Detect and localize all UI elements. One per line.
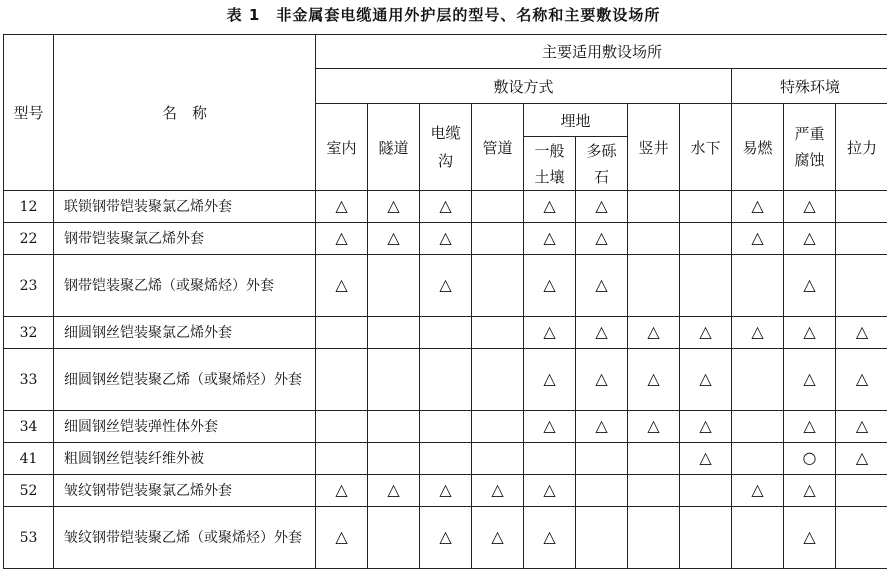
table-row — [4, 191, 887, 223]
row-mark-cell — [836, 443, 887, 475]
row-mark-cell — [524, 349, 576, 411]
triangle-mark: △ — [387, 480, 400, 499]
row-mark-cell — [420, 443, 472, 475]
row-mark-cell — [732, 223, 784, 255]
triangle-mark: △ — [543, 416, 556, 435]
triangle-mark: △ — [439, 196, 452, 215]
row-mark-cell — [472, 191, 524, 223]
row-mark-cell — [420, 507, 472, 569]
header-tension: 拉力 — [836, 104, 887, 191]
row-mark-cell — [368, 411, 420, 443]
row-mark-cell — [368, 475, 420, 507]
triangle-mark: △ — [751, 322, 764, 341]
header-gravel — [576, 137, 628, 191]
triangle-mark: △ — [803, 480, 816, 499]
table-body — [4, 191, 887, 569]
header-special-environment: 特殊环境 — [732, 69, 887, 104]
row-mark-cell — [680, 317, 732, 349]
table-row — [4, 411, 887, 443]
triangle-mark: △ — [803, 416, 816, 435]
row-code: 52 — [4, 475, 54, 507]
row-mark-cell — [732, 317, 784, 349]
row-mark-cell — [576, 223, 628, 255]
row-mark-cell — [576, 475, 628, 507]
row-mark-cell — [732, 411, 784, 443]
row-mark-cell — [576, 349, 628, 411]
triangle-mark: △ — [647, 322, 660, 341]
row-mark-cell — [732, 349, 784, 411]
row-name: 细圆钢丝铠装聚乙烯（或聚烯烃）外套 — [54, 349, 316, 411]
row-mark-cell — [576, 411, 628, 443]
table-row — [4, 443, 887, 475]
row-mark-cell — [316, 191, 368, 223]
header-main-scenarios: 主要适用敷设场所 — [316, 35, 887, 69]
row-mark-cell — [472, 255, 524, 317]
triangle-mark: △ — [855, 322, 869, 341]
row-mark-cell — [628, 191, 680, 223]
table-row — [4, 317, 887, 349]
triangle-mark: △ — [699, 369, 712, 388]
row-mark-cell — [368, 443, 420, 475]
header-flammable: 易燃 — [732, 104, 784, 191]
header-gravel-text: 多砾石 — [586, 141, 617, 186]
row-mark-cell — [680, 349, 732, 411]
header-indoor: 室内 — [316, 104, 368, 191]
triangle-mark: △ — [647, 369, 660, 388]
row-mark-cell — [316, 223, 368, 255]
row-code: 53 — [4, 507, 54, 569]
row-mark-cell — [524, 223, 576, 255]
row-mark-cell — [836, 255, 887, 317]
row-mark-cell — [836, 317, 887, 349]
row-mark-cell — [836, 223, 887, 255]
triangle-mark: △ — [335, 196, 348, 215]
triangle-mark: △ — [439, 228, 452, 247]
row-mark-cell — [784, 443, 836, 475]
row-mark-cell — [628, 255, 680, 317]
triangle-mark: △ — [803, 196, 816, 215]
triangle-mark: △ — [387, 196, 400, 215]
row-mark-cell — [576, 507, 628, 569]
row-mark-cell — [368, 223, 420, 255]
row-mark-cell — [368, 255, 420, 317]
row-mark-cell — [316, 507, 368, 569]
row-mark-cell — [524, 507, 576, 569]
triangle-mark: △ — [647, 416, 660, 435]
row-mark-cell — [784, 191, 836, 223]
header-cable-trench — [420, 104, 472, 191]
triangle-mark: △ — [803, 228, 816, 247]
triangle-mark: △ — [543, 196, 556, 215]
row-mark-cell — [316, 349, 368, 411]
row-mark-cell — [732, 507, 784, 569]
row-mark-cell — [576, 191, 628, 223]
triangle-mark: △ — [335, 228, 348, 247]
row-mark-cell — [628, 443, 680, 475]
row-mark-cell — [524, 411, 576, 443]
header-burial: 埋地 — [524, 104, 628, 137]
header-ordinary-soil-text: 一般土壤 — [534, 141, 565, 186]
row-code: 33 — [4, 349, 54, 411]
row-mark-cell — [472, 223, 524, 255]
table-row — [4, 223, 887, 255]
row-mark-cell — [576, 317, 628, 349]
circle-mark: ○ — [802, 448, 817, 467]
row-code: 12 — [4, 191, 54, 223]
row-name: 细圆钢丝铠装聚氯乙烯外套 — [54, 317, 316, 349]
row-code: 32 — [4, 317, 54, 349]
row-name: 细圆钢丝铠装弹性体外套 — [54, 411, 316, 443]
triangle-mark: △ — [543, 322, 556, 341]
row-mark-cell — [524, 443, 576, 475]
row-mark-cell — [524, 255, 576, 317]
row-name: 粗圆钢丝铠装纤维外被 — [54, 443, 316, 475]
header-ordinary-soil — [524, 137, 576, 191]
row-mark-cell — [420, 411, 472, 443]
row-mark-cell — [680, 507, 732, 569]
row-mark-cell — [784, 317, 836, 349]
row-mark-cell — [784, 411, 836, 443]
row-mark-cell — [316, 475, 368, 507]
row-mark-cell — [524, 317, 576, 349]
triangle-mark: △ — [595, 275, 608, 294]
row-mark-cell — [680, 191, 732, 223]
row-mark-cell — [680, 475, 732, 507]
row-mark-cell — [316, 411, 368, 443]
row-mark-cell — [680, 255, 732, 317]
table-title: 表 1 非金属套电缆通用外护层的型号、名称和主要敷设场所 — [226, 6, 661, 24]
row-mark-cell — [732, 255, 784, 317]
table-row — [4, 255, 887, 317]
row-mark-cell — [420, 349, 472, 411]
row-mark-cell — [576, 443, 628, 475]
row-mark-cell — [420, 191, 472, 223]
row-mark-cell — [732, 475, 784, 507]
row-mark-cell — [732, 443, 784, 475]
row-mark-cell — [472, 507, 524, 569]
row-code: 23 — [4, 255, 54, 317]
row-name: 皱纹钢带铠装聚乙烯（或聚烯烃）外套 — [54, 507, 316, 569]
triangle-mark: △ — [803, 322, 816, 341]
triangle-mark: △ — [439, 527, 452, 546]
row-mark-cell — [784, 475, 836, 507]
row-mark-cell — [472, 411, 524, 443]
table-row — [4, 475, 887, 507]
row-mark-cell — [316, 255, 368, 317]
row-mark-cell — [680, 411, 732, 443]
triangle-mark: △ — [387, 228, 400, 247]
triangle-mark: △ — [335, 527, 348, 546]
triangle-mark: △ — [595, 322, 608, 341]
row-mark-cell — [472, 475, 524, 507]
row-mark-cell — [784, 349, 836, 411]
triangle-mark: △ — [595, 416, 608, 435]
row-mark-cell — [680, 223, 732, 255]
triangle-mark: △ — [439, 275, 452, 294]
row-mark-cell — [836, 411, 887, 443]
header-code: 型号 — [4, 35, 54, 191]
row-name: 皱纹钢带铠装聚氯乙烯外套 — [54, 475, 316, 507]
row-name: 联锁钢带铠装聚氯乙烯外套 — [54, 191, 316, 223]
triangle-mark: △ — [439, 480, 452, 499]
row-mark-cell — [836, 349, 887, 411]
header-cable-trench-text: 电缆沟 — [430, 124, 461, 170]
row-name: 钢带铠装聚氯乙烯外套 — [54, 223, 316, 255]
triangle-mark: △ — [855, 369, 869, 388]
header-laying-method: 敷设方式 — [316, 69, 732, 104]
row-mark-cell — [628, 475, 680, 507]
row-mark-cell — [628, 349, 680, 411]
row-code: 34 — [4, 411, 54, 443]
row-mark-cell — [472, 317, 524, 349]
row-mark-cell — [472, 443, 524, 475]
row-mark-cell — [420, 475, 472, 507]
row-name: 钢带铠装聚乙烯（或聚烯烃）外套 — [54, 255, 316, 317]
triangle-mark: △ — [855, 416, 869, 435]
header-name: 名 称 — [54, 35, 316, 191]
row-mark-cell — [836, 191, 887, 223]
row-mark-cell — [368, 317, 420, 349]
header-underwater: 水下 — [680, 104, 732, 191]
row-mark-cell — [472, 349, 524, 411]
triangle-mark: △ — [335, 480, 348, 499]
row-mark-cell — [420, 317, 472, 349]
table-row — [4, 507, 887, 569]
triangle-mark: △ — [595, 369, 608, 388]
triangle-mark: △ — [751, 196, 764, 215]
row-mark-cell — [368, 191, 420, 223]
triangle-mark: △ — [699, 448, 712, 467]
row-mark-cell — [628, 223, 680, 255]
header-pipe: 管道 — [472, 104, 524, 191]
header-shaft: 竖井 — [628, 104, 680, 191]
row-mark-cell — [628, 507, 680, 569]
row-mark-cell — [628, 317, 680, 349]
row-mark-cell — [576, 255, 628, 317]
triangle-mark: △ — [751, 480, 764, 499]
row-mark-cell — [784, 507, 836, 569]
triangle-mark: △ — [751, 228, 764, 247]
row-mark-cell — [316, 443, 368, 475]
row-mark-cell — [316, 317, 368, 349]
triangle-mark: △ — [699, 322, 712, 341]
row-mark-cell — [784, 223, 836, 255]
row-code: 41 — [4, 443, 54, 475]
row-mark-cell — [368, 349, 420, 411]
row-mark-cell — [628, 411, 680, 443]
triangle-mark: △ — [543, 527, 556, 546]
triangle-mark: △ — [543, 228, 556, 247]
row-mark-cell — [368, 507, 420, 569]
triangle-mark: △ — [595, 196, 608, 215]
triangle-mark: △ — [803, 275, 816, 294]
row-mark-cell — [732, 191, 784, 223]
row-mark-cell — [524, 191, 576, 223]
row-mark-cell — [680, 443, 732, 475]
triangle-mark: △ — [491, 480, 504, 499]
header-severe-corrosion — [784, 104, 836, 191]
row-code: 22 — [4, 223, 54, 255]
triangle-mark: △ — [491, 527, 504, 546]
row-mark-cell — [836, 507, 887, 569]
row-mark-cell — [836, 475, 887, 507]
row-mark-cell — [420, 255, 472, 317]
triangle-mark: △ — [543, 369, 556, 388]
triangle-mark: △ — [595, 228, 608, 247]
row-mark-cell — [420, 223, 472, 255]
row-mark-cell — [784, 255, 836, 317]
table-row — [4, 349, 887, 411]
header-severe-corrosion-text: 严重腐蚀 — [794, 125, 825, 169]
triangle-mark: △ — [543, 275, 556, 294]
triangle-mark: △ — [543, 480, 556, 499]
triangle-mark: △ — [855, 448, 869, 467]
row-mark-cell — [524, 475, 576, 507]
triangle-mark: △ — [803, 527, 816, 546]
triangle-mark: △ — [335, 275, 348, 294]
triangle-mark: △ — [699, 416, 712, 435]
triangle-mark: △ — [803, 369, 816, 388]
cable-sheath-table — [3, 34, 887, 569]
header-tunnel: 隧道 — [368, 104, 420, 191]
